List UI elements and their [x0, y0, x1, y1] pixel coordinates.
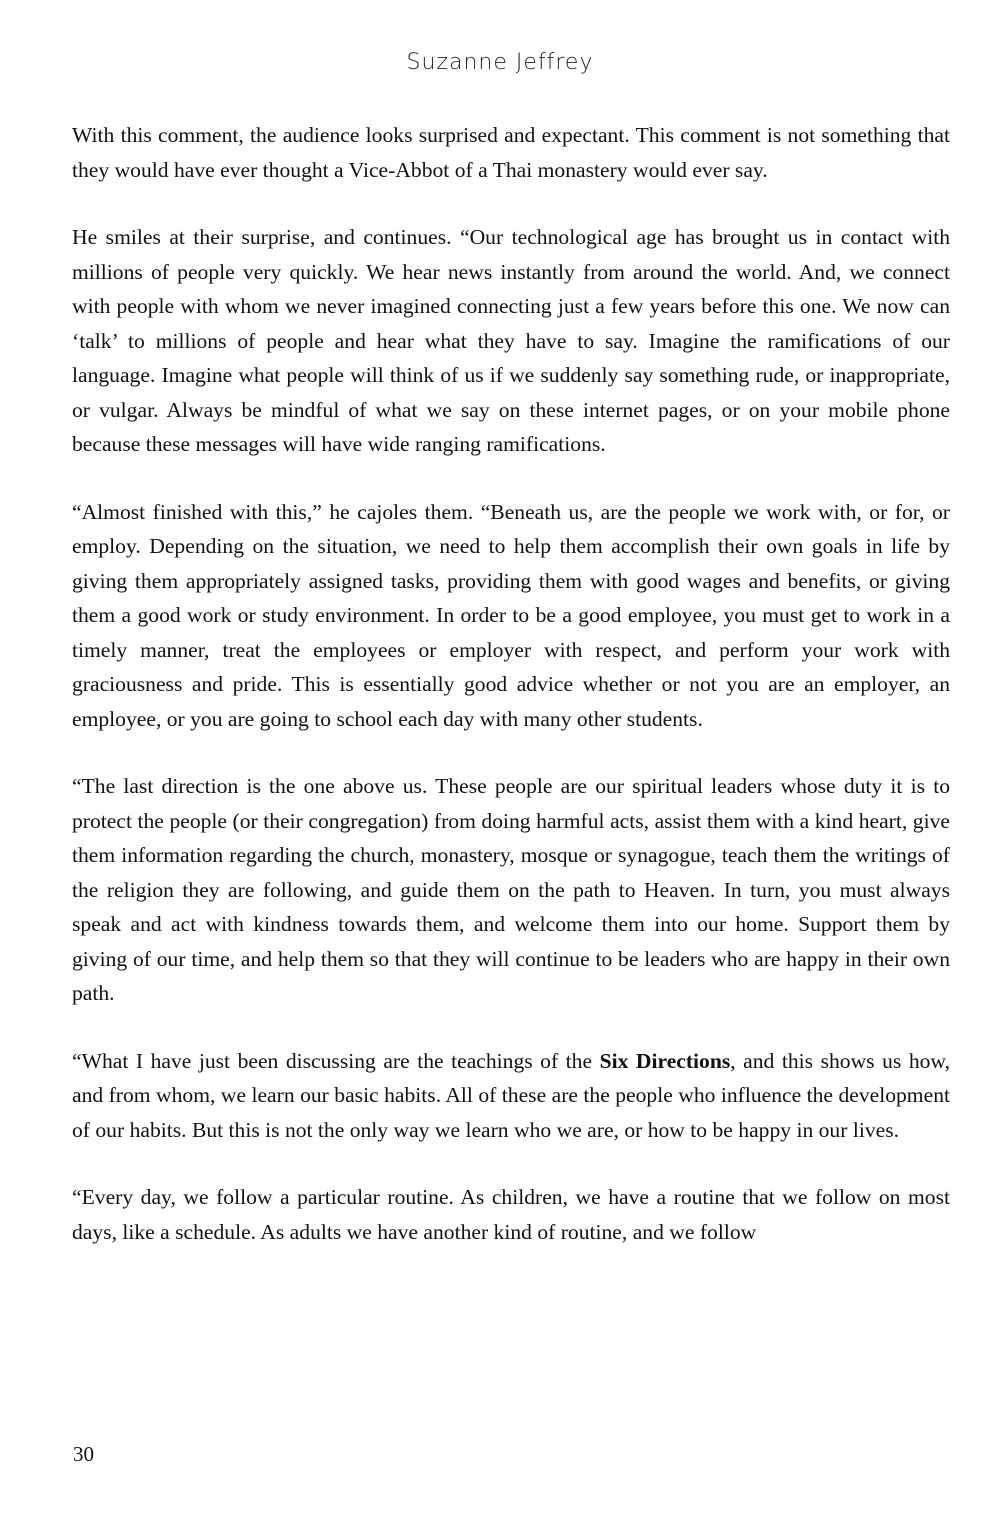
paragraph-5: [72, 1044, 950, 1148]
running-header: Suzanne Jeffrey: [406, 50, 594, 75]
body-text: [72, 118, 950, 1282]
paragraph-5-end: , and this shows us how, and from whom, we learn our basic habits. All of these are the people who influence the development of our habits. But this is not the only way we learn who we are, or how to be happy in our lives.: [72, 1048, 951, 1142]
paragraph-1: With this comment, the audience looks surprised and expectant. This comment is not something that they would have ever thought a Vice-Abbot of a Thai monastery would ever say.: [72, 123, 950, 182]
paragraph-6: “Every day, we follow a particular routine. As children, we have a routine that we follow on most days, like a schedule. As adults we have another kind of routine, and we follow: [72, 1185, 950, 1244]
paragraph-2: He smiles at their surprise, and continues. “Our technological age has brought us in contact with millions of people very quickly. We hear news instantly from around the world. And, we connect with people with whom we never imagined connecting just a few years before this one. We now can ‘talk’ to millions of people and hear what they have to say. Imagine the ramifications of our language. Imagine what people will think of us if we suddenly say something rude, or inappropriate, or vulgar. Always be mindful of what we say on these internet pages, or on your mobile phone because these messages will have wide ranging ramifications.: [72, 225, 950, 456]
paragraph-4: “The last direction is the one above us. These people are our spiritual leaders whose duty it is to protect the people (or their congregation) from doing harmful acts, assist them with a kind heart, give them information regarding the church, monastery, mosque or synagogue, teach them the writings of the religion they are following, and guide them on the path to Heaven. In turn, you must always speak and act with kindness towards them, and welcome them into our home. Support them by giving of our time, and help them so that they will continue to be leaders who are happy in their own path.: [72, 774, 950, 1005]
six-directions-bold: Six Directions: [599, 1048, 731, 1073]
page-number: 30: [73, 1442, 94, 1466]
paragraph-3: “Almost finished with this,” he cajoles them. “Beneath us, are the people we work with, or for, or employ. Depending on the situation, we need to help them accomplish their own goals in life by giving them appropriately assigned tasks, providing them with good wages and benefits, or giving them a good work or study environment. In order to be a good employee, you must get to work in a timely manner, treat the employees or employer with respect, and perform your work with graciousness and pride. This is essentially good advice whether or not you are an employer, an employee, or you are going to school each day with many other students.: [72, 499, 950, 731]
paragraph-5-start: “What I have just been discussing are the teachings of the: [72, 1048, 600, 1073]
